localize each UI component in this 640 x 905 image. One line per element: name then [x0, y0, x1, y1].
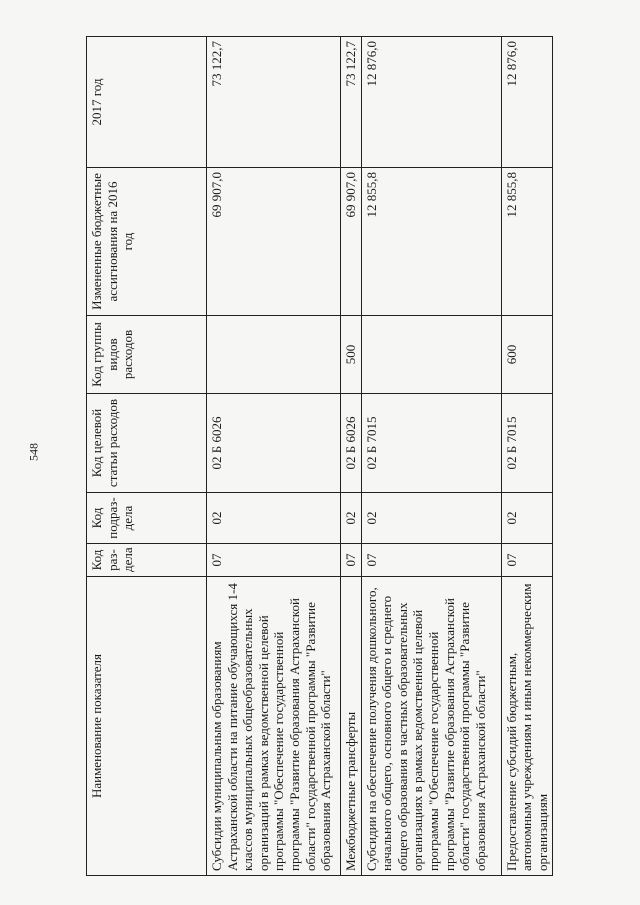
row-name: Межбюджетные трансферты: [341, 577, 362, 876]
rotated-page: [86, 37, 550, 876]
row-subsection: 02: [341, 493, 362, 544]
row-name: Предоставление субсидий бюджетным, автономным учреждениям и иным некоммерческим организациям: [501, 577, 553, 876]
row-section: 07: [501, 544, 553, 577]
row-changed: 12 855,8: [361, 168, 501, 316]
row-group: 500: [341, 316, 362, 394]
row-2017: 73 122,7: [207, 37, 341, 168]
row-target: 02 Б 7015: [361, 394, 501, 493]
row-2017: 73 122,7: [341, 37, 362, 168]
table-row: [361, 37, 501, 876]
header-group: Код группы видов расходов: [87, 316, 207, 394]
row-name: Субсидии муниципальным образованиям Астраханской области на питание обучающихся 1-4 классов муниципальных общеобразовательных организаций в рамках ведомственной целевой программы "Обеспечение государственной программы "Развитие образования Астраханской области" государственной программы "Развитие образования Астраханской области": [207, 577, 341, 876]
page-number: 548: [26, 443, 41, 461]
row-name: Субсидии на обеспечение получения дошкольного, начального общего, основного общего и среднего общего образования в частных образовательных организациях в рамках ведомственной целевой программы "Обеспечение государственной программы "Развитие образования Астраханской области" государственной программы "Развитие образования Астраханской области": [361, 577, 501, 876]
header-target: Код целевой статьи расходов: [87, 394, 207, 493]
header-name: Наименование показателя: [87, 577, 207, 876]
row-2017: 12 876,0: [501, 37, 553, 168]
row-target: 02 Б 7015: [501, 394, 553, 493]
header-section: Код раз-дела: [87, 544, 207, 577]
row-group: [207, 316, 341, 394]
row-target: 02 Б 6026: [341, 394, 362, 493]
budget-table: [86, 36, 553, 876]
row-subsection: 02: [207, 493, 341, 544]
row-section: 07: [341, 544, 362, 577]
header-2017: 2017 год: [87, 37, 207, 168]
row-subsection: 02: [361, 493, 501, 544]
row-changed: 12 855,8: [501, 168, 553, 316]
header-row: [87, 37, 207, 876]
table-wrapper: [86, 37, 550, 876]
table-row: [207, 37, 341, 876]
row-target: 02 Б 6026: [207, 394, 341, 493]
row-changed: 69 907,0: [341, 168, 362, 316]
row-group: [361, 316, 501, 394]
table-row: [501, 37, 553, 876]
row-section: 07: [361, 544, 501, 577]
header-changed: Измененные бюджетные ассигнования на 2016 год: [87, 168, 207, 316]
row-changed: 69 907,0: [207, 168, 341, 316]
header-subsection: Код подраз-дела: [87, 493, 207, 544]
row-subsection: 02: [501, 493, 553, 544]
row-2017: 12 876,0: [361, 37, 501, 168]
table-row: [341, 37, 362, 876]
row-section: 07: [207, 544, 341, 577]
row-group: 600: [501, 316, 553, 394]
